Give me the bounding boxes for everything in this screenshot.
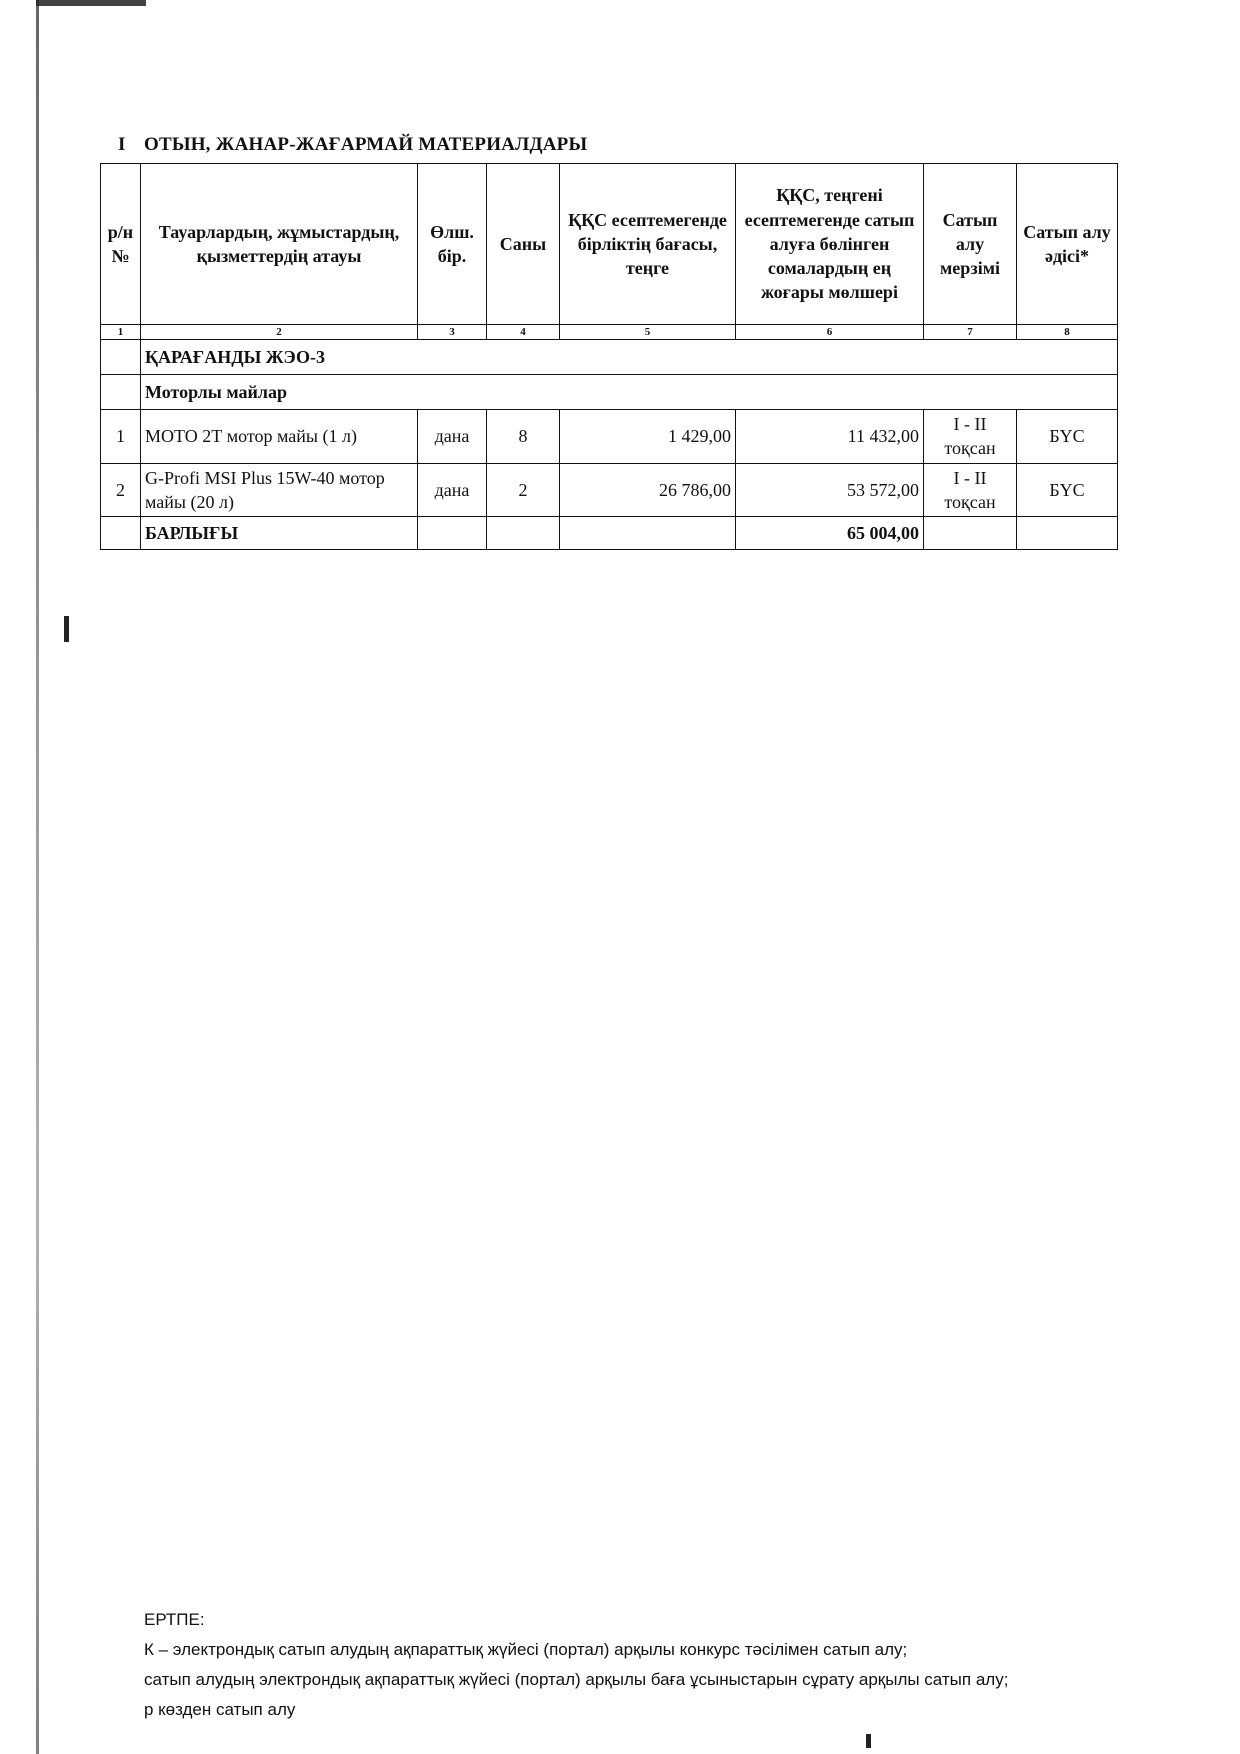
scan-dot-mark (64, 616, 69, 642)
item-unit: дана (418, 410, 487, 464)
footnotes (144, 1605, 1144, 1725)
header-quantity: Саны (487, 164, 560, 325)
column-number: 4 (487, 325, 560, 340)
total-empty-cell (101, 517, 141, 550)
header-row-number: р/н № (101, 164, 141, 325)
item-quantity: 8 (487, 410, 560, 464)
total-empty-cell (924, 517, 1017, 550)
item-unit-price: 26 786,00 (560, 463, 736, 517)
item-period: I - II тоқсан (924, 463, 1017, 517)
item-name: МОТО 2Т мотор майы (1 л) (141, 410, 418, 464)
group-row-organization (101, 340, 1118, 375)
item-name: G-Profi MSI Plus 15W-40 мотор майы (20 л) (141, 463, 418, 517)
procurement-table (100, 163, 1118, 550)
scan-edge-shadow (36, 0, 39, 1754)
header-max-amount: ҚҚС, теңгені есептемегенде сатып алуға бөлінген сомалардың ең жоғары мөлшері (736, 164, 924, 325)
item-method: БҮС (1017, 463, 1118, 517)
item-unit-price: 1 429,00 (560, 410, 736, 464)
group-label-category: Моторлы майлар (141, 375, 1118, 410)
footnote-line: р көзден сатып алу (144, 1700, 296, 1719)
total-empty-cell (560, 517, 736, 550)
total-label: БАРЛЫҒЫ (141, 517, 418, 550)
column-number: 5 (560, 325, 736, 340)
item-quantity: 2 (487, 463, 560, 517)
column-number: 7 (924, 325, 1017, 340)
table-header-row (101, 164, 1118, 325)
group-label-organization: ҚАРАҒАНДЫ ЖЭО-3 (141, 340, 1118, 375)
column-number-row (101, 325, 1118, 340)
footnote-heading: ЕРТПЕ: (144, 1610, 205, 1629)
header-unit: Өлш. бір. (418, 164, 487, 325)
column-number: 2 (141, 325, 418, 340)
header-period: Сатып алу мерзімі (924, 164, 1017, 325)
item-method: БҮС (1017, 410, 1118, 464)
total-empty-cell (487, 517, 560, 550)
scan-top-mark (36, 0, 146, 6)
item-amount: 11 432,00 (736, 410, 924, 464)
total-amount: 65 004,00 (736, 517, 924, 550)
item-unit: дана (418, 463, 487, 517)
table-row (101, 463, 1118, 517)
group-empty-cell (101, 340, 141, 375)
column-number: 3 (418, 325, 487, 340)
scan-dot-mark (866, 1734, 871, 1748)
section-title-text: ОТЫН, ЖАНАР-ЖАҒАРМАЙ МАТЕРИАЛДАРЫ (144, 134, 588, 155)
total-empty-cell (418, 517, 487, 550)
section-number: I (118, 134, 126, 155)
group-empty-cell (101, 375, 141, 410)
row-number: 1 (101, 410, 141, 464)
header-unit-price: ҚҚС есептемегенде бірліктің бағасы, теңге (560, 164, 736, 325)
column-number: 6 (736, 325, 924, 340)
item-amount: 53 572,00 (736, 463, 924, 517)
row-number: 2 (101, 463, 141, 517)
group-row-category (101, 375, 1118, 410)
item-period: I - II тоқсан (924, 410, 1017, 464)
section-title (118, 134, 587, 156)
footnote-line: сатып алудың электрондық ақпараттық жүйесі (портал) арқылы баға ұсыныстарын сұрату арқылы сатып алу; (144, 1670, 1009, 1689)
header-item-name: Тауарлардың, жұмыстардың, қызметтердің атауы (141, 164, 418, 325)
table-row (101, 410, 1118, 464)
header-method: Сатып алу әдісі* (1017, 164, 1118, 325)
column-number: 8 (1017, 325, 1118, 340)
total-row (101, 517, 1118, 550)
footnote-line: К – электрондық сатып алудың ақпараттық жүйесі (портал) арқылы конкурс тәсілімен сатып алу; (144, 1640, 908, 1659)
total-empty-cell (1017, 517, 1118, 550)
column-number: 1 (101, 325, 141, 340)
